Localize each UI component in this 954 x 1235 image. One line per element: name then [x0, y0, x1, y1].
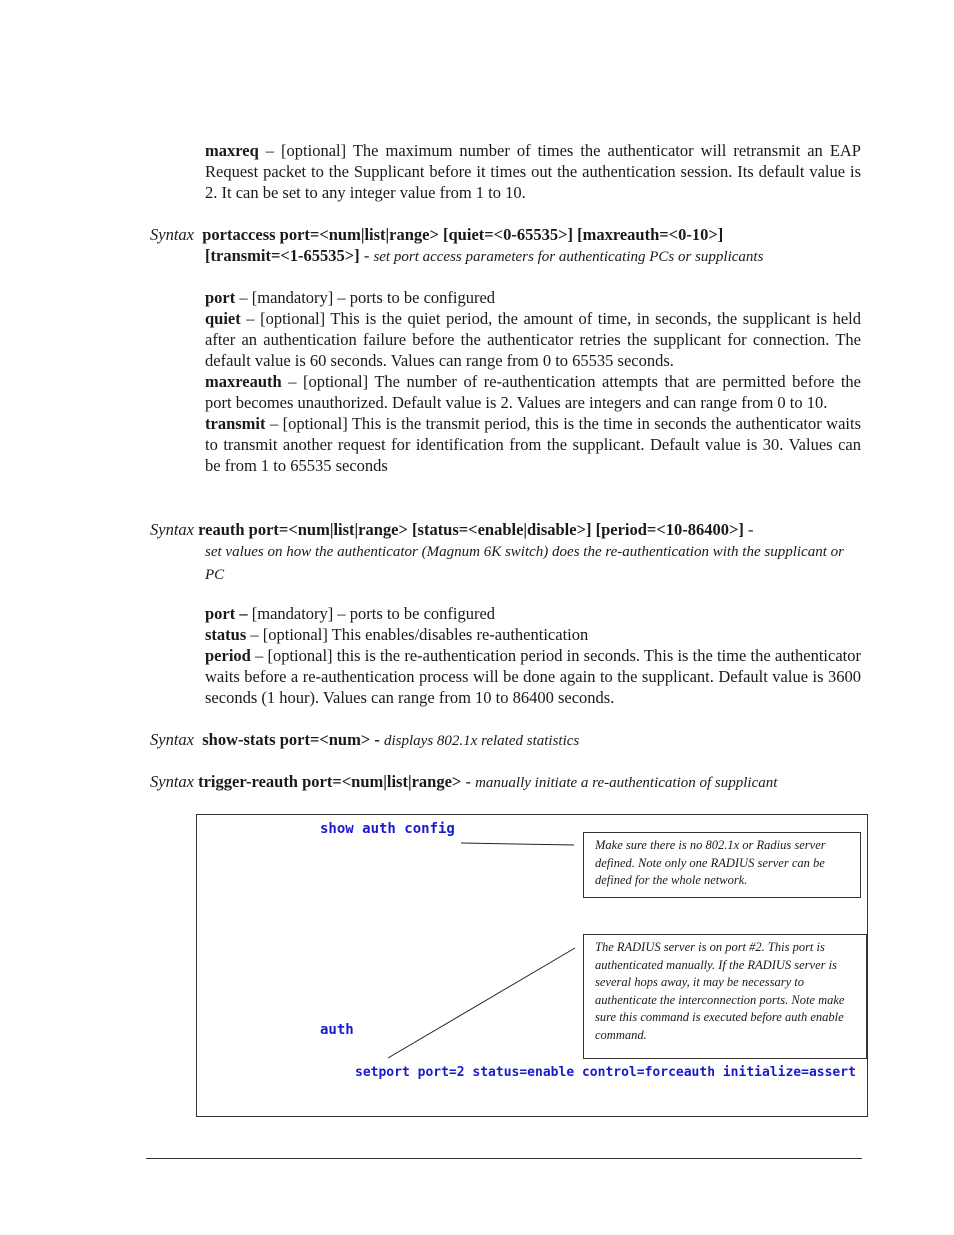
reauth-syntax — [150, 519, 862, 586]
callout-line-1 — [461, 843, 574, 845]
param-text: – [optional] this is the re-authentication period in seconds. This is the time the authenticator waits before a re-authentication process will be done again to the supplicant. Default value is 3600 seconds (1 hour). Values can range from 10 to 86400 seconds. — [205, 646, 861, 707]
param-term: port — [205, 288, 236, 307]
trigger-command: trigger-reauth port=<num|list|range> — [198, 772, 462, 791]
portaccess-sep: - — [359, 246, 374, 265]
maxreq-text: – [optional] The maximum number of times the authenticator will retransmit an EAP Request packet to the Supplicant before it times out the authentication session. Its default value is 2. It can be set to any integer value from 1 to 10. — [205, 141, 861, 202]
syntax-label: Syntax — [150, 225, 194, 244]
syntax-label: Syntax — [150, 772, 194, 791]
param-port — [205, 287, 861, 308]
param-period — [205, 645, 861, 708]
cli-auth: auth — [320, 1022, 354, 1038]
param-status — [205, 624, 861, 645]
param-term: period — [205, 646, 251, 665]
param-text: – [optional] This is the transmit period, this is the time in seconds the authenticator waits to transmit another request for identification from the supplicant. Default value is 30. Values can be from 1 to 65535 seconds — [205, 414, 861, 475]
param-quiet — [205, 308, 861, 371]
reauth-description: set values on how the authenticator (Magnum 6K switch) does the re-authentication with the supplicant or PC — [205, 544, 844, 583]
syntax-label: Syntax — [150, 520, 194, 539]
maxreq-paragraph — [205, 140, 861, 203]
param-maxreauth — [205, 371, 861, 413]
maxreq-term: maxreq — [205, 141, 259, 160]
cli-example-figure — [196, 814, 868, 1117]
cli-show-auth-config: show auth config — [320, 821, 455, 837]
param-text: [mandatory] – ports to be configured — [247, 604, 496, 623]
portaccess-syntax — [150, 224, 862, 268]
showstats-sep: - — [370, 730, 384, 749]
trigger-description: manually initiate a re-authentication of supplicant — [475, 775, 778, 791]
param-term: maxreauth — [205, 372, 282, 391]
reauth-params — [205, 603, 861, 708]
param-text: – [mandatory] – ports to be configured — [235, 288, 496, 307]
param-text: – [optional] This enables/disables re-authentication — [246, 625, 589, 644]
portaccess-command-line1: portaccess port=<num|list|range> [quiet=<0-65535>] [maxreauth=<0-10>] — [202, 225, 724, 244]
note-radius-server: Make sure there is no 802.1x or Radius server defined. Note only one RADIUS server can be defined for the whole network. — [583, 832, 861, 898]
callout-line-2 — [388, 948, 575, 1058]
portaccess-params — [205, 287, 861, 476]
param-term: quiet — [205, 309, 241, 328]
syntax-label: Syntax — [150, 730, 194, 749]
showstats-syntax — [150, 729, 862, 752]
footer-rule — [146, 1158, 862, 1159]
showstats-description: displays 802.1x related statistics — [384, 733, 580, 749]
trigger-sep: - — [461, 772, 476, 791]
note-port-2: The RADIUS server is on port #2. This port is authenticated manually. If the RADIUS server is several hops away, it may be necessary to authenticate the interconnection ports. Note make sure this command is executed before auth enable command. — [583, 934, 867, 1059]
param-text: – [optional] The number of re-authentication attempts that are permitted before the port becomes unauthorized. Default value is 2. Values are integers and can range from 0 to 10. — [205, 372, 861, 412]
reauth-sep: - — [743, 520, 754, 539]
param-term: port – — [205, 604, 248, 623]
cli-setport: setport port=2 status=enable control=forceauth initialize=assert — [355, 1065, 856, 1080]
reauth-command: reauth port=<num|list|range> [status=<enable|disable>] [period=<10-86400>] — [198, 520, 744, 539]
param-term: transmit — [205, 414, 266, 433]
param-text: – [optional] This is the quiet period, the amount of time, in seconds, the supplicant is held after an authentication failure before the authenticator retries the supplicant for connection. The default value is 60 seconds. Values can range from 0 to 65535 seconds. — [205, 309, 861, 370]
portaccess-command-line2: [transmit=<1-65535>] — [205, 246, 360, 265]
param-term: status — [205, 625, 247, 644]
trigger-syntax — [150, 771, 862, 794]
param-port — [205, 603, 861, 624]
param-transmit — [205, 413, 861, 476]
showstats-command: show-stats port=<num> — [202, 730, 371, 749]
portaccess-description: set port access parameters for authenticating PCs or supplicants — [373, 249, 764, 265]
